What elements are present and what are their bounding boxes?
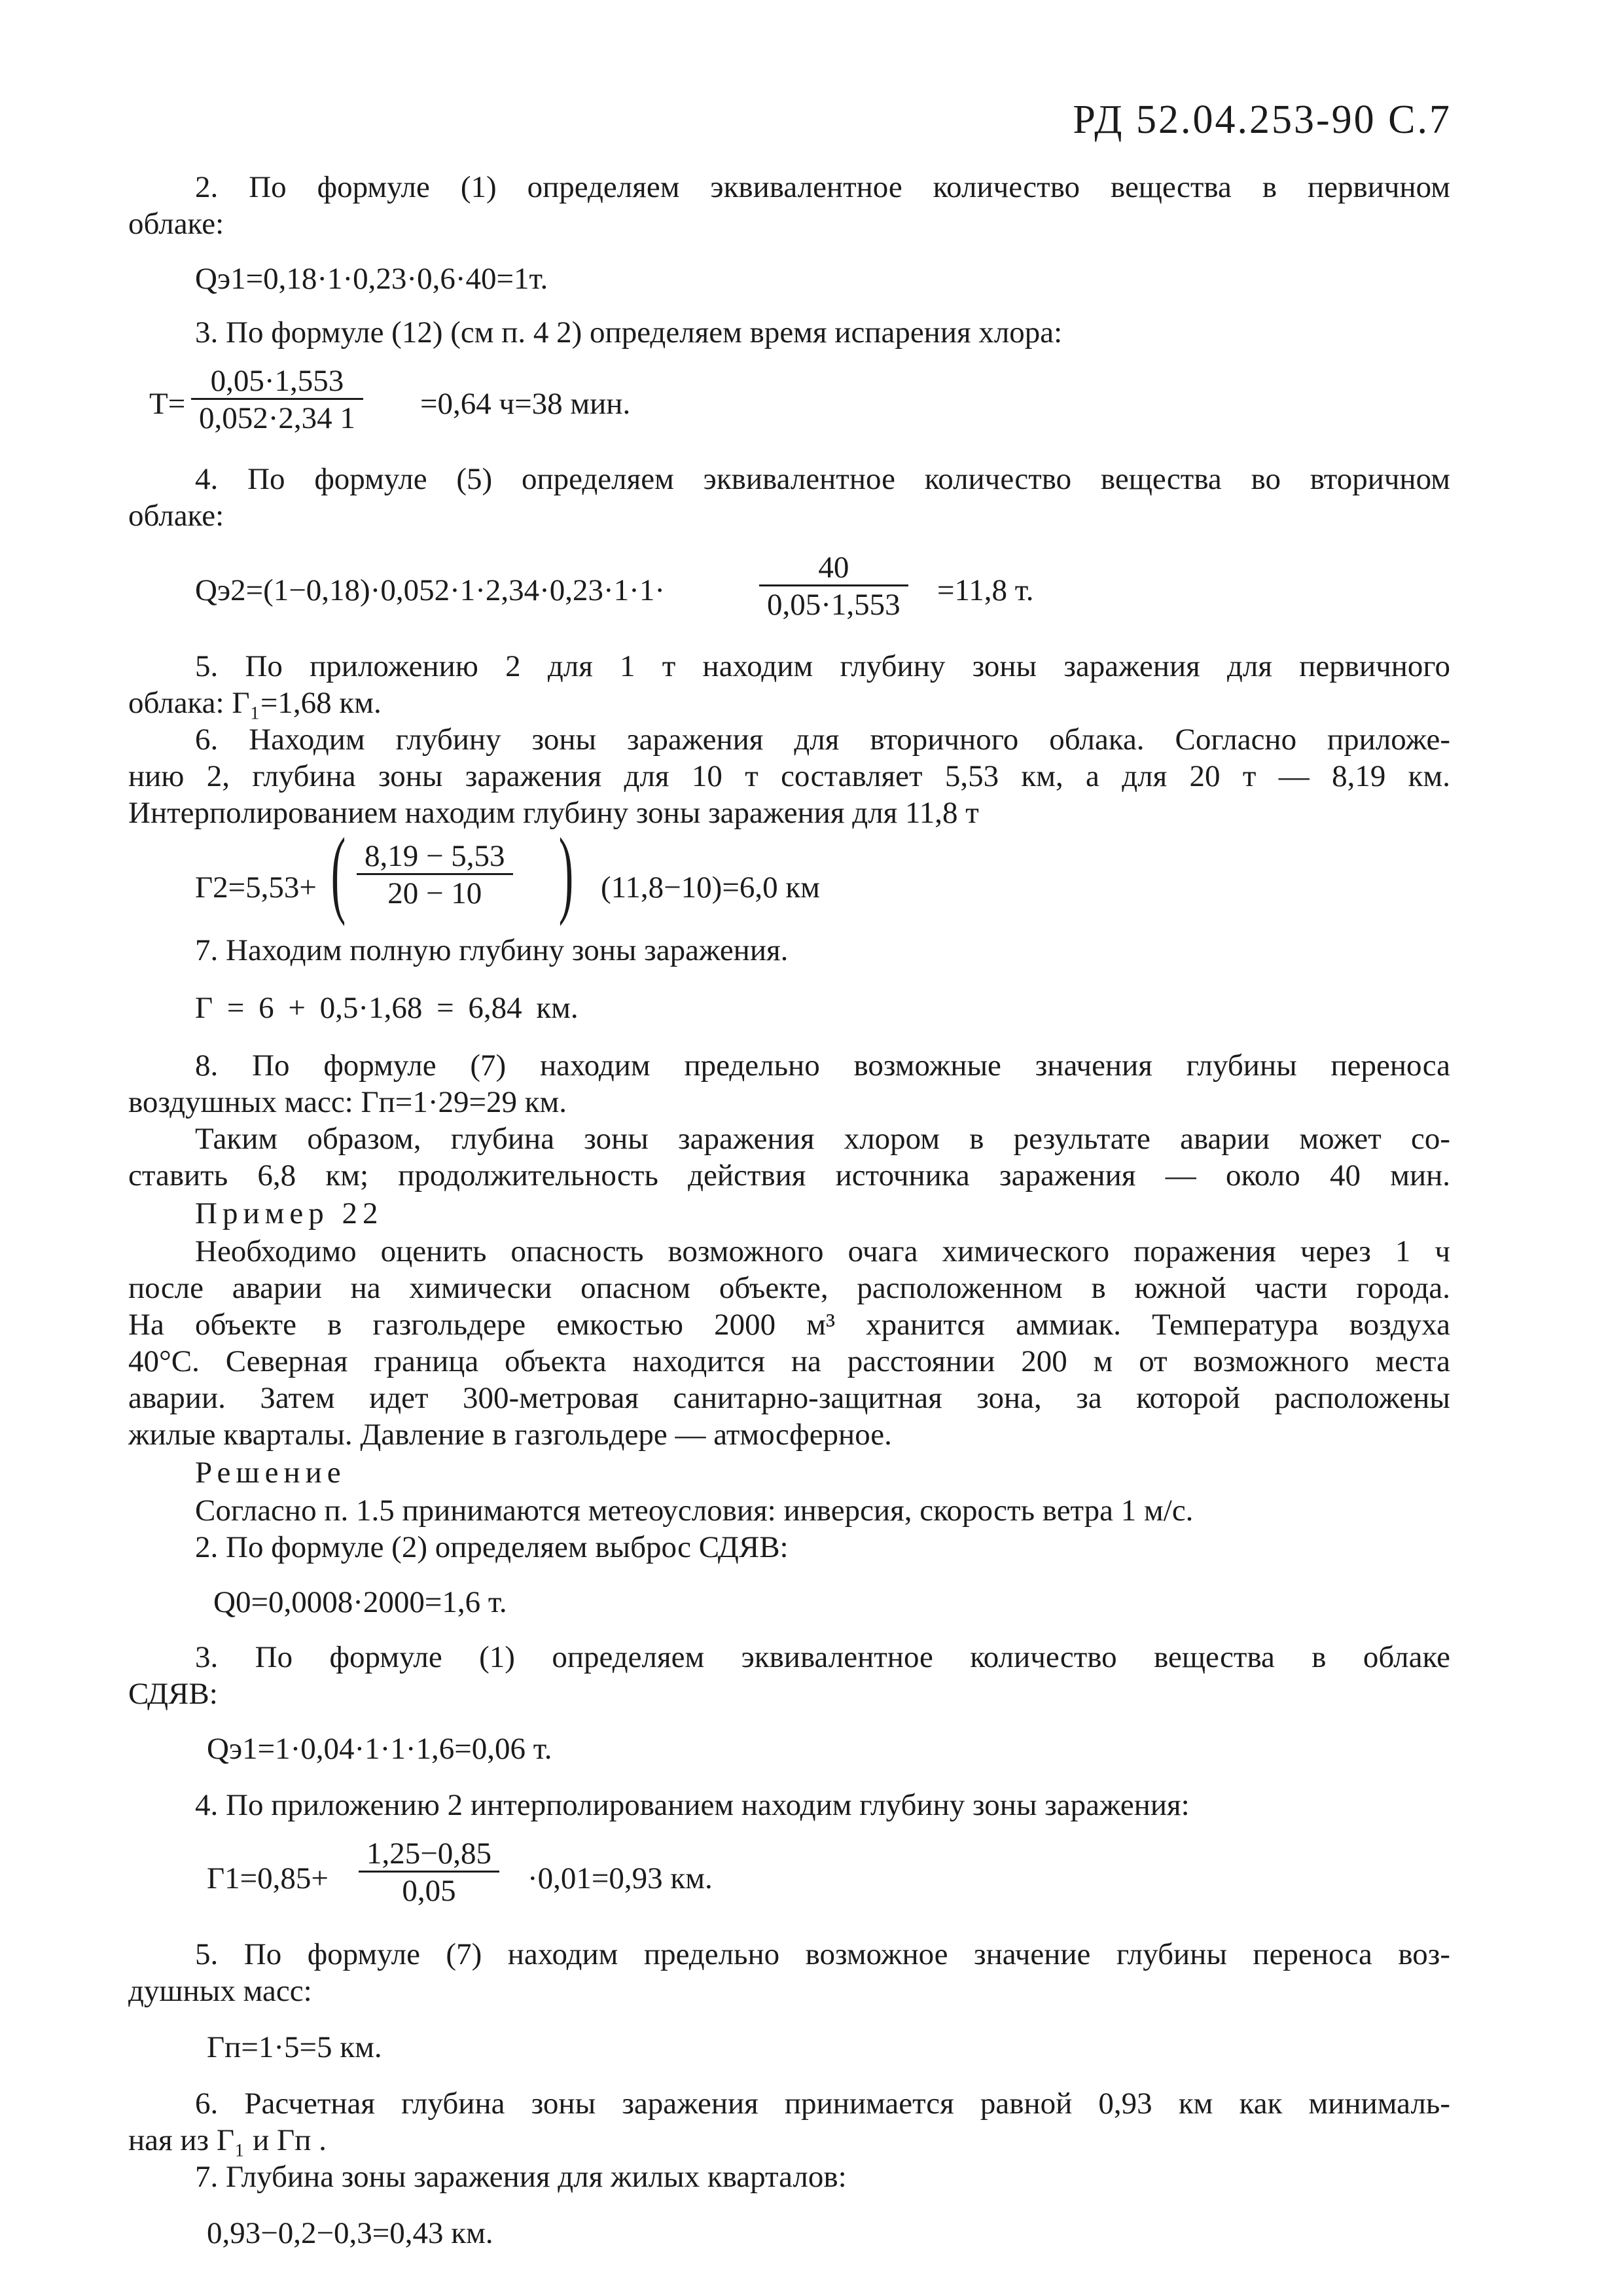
formula-qe2-fraction — [759, 550, 908, 623]
example-heading: Пример 22 — [195, 1196, 383, 1230]
paragraph-line: СДЯВ: — [128, 1677, 218, 1711]
formula-g1-rhs: ·0,01=0,93 км. — [527, 1861, 713, 1895]
paragraph-line: Таким образом, глубина зоны заражения хлором в результате аварии может со- — [195, 1122, 1450, 1156]
paragraph-line: после аварии на химически опасном объекте, расположенном в южной части города. — [128, 1271, 1450, 1305]
paragraph-line: облаке: — [128, 207, 224, 241]
formula-qe2-rhs: =11,8 т. — [937, 573, 1034, 607]
formula-t-lhs: Т= — [149, 387, 186, 421]
formula-g-total: Г = 6 + 0,5·1,68 = 6,84 км. — [195, 991, 579, 1025]
formula-g1-lhs: Г1=0,85+ — [207, 1861, 329, 1895]
paragraph-line: 8. По формуле (7) находим предельно возможные значения глубины переноса — [195, 1049, 1450, 1083]
formula-g2-denominator: 20 − 10 — [387, 876, 482, 910]
formula-right-paren: ) — [558, 818, 574, 927]
paragraph-line: облака: Г₁=1,68 км. — [128, 686, 382, 720]
formula-g2-numerator: 8,19 − 5,53 — [357, 839, 513, 875]
formula-final: 0,93−0,2−0,3=0,43 км. — [207, 2216, 493, 2250]
paragraph-line: 5. По формуле (7) находим предельно возможное значение глубины переноса воз- — [195, 1937, 1450, 1971]
formula-g1-numerator: 1,25−0,85 — [359, 1837, 499, 1873]
formula-qe1-b: Qэ1=1·0,04·1·1·1,6=0,06 т. — [207, 1732, 552, 1766]
paragraph-line: 4. По формуле (5) определяем эквивалентное количество вещества во вторичном — [195, 462, 1450, 496]
formula-t-rhs: =0,64 ч=38 мин. — [420, 387, 631, 421]
paragraph-line: ная из Г₁ и Гп . — [128, 2123, 327, 2157]
formula-g1-denominator: 0,05 — [402, 1874, 456, 1908]
paragraph-line: ставить 6,8 км; продолжительность действия источника заражения — около 40 мин. — [128, 1158, 1450, 1193]
paragraph-line: 2. По формуле (2) определяем выброс СДЯВ: — [195, 1530, 789, 1564]
paragraph-line: жилые кварталы. Давление в газгольдере — атмосферное. — [128, 1418, 892, 1452]
formula-qe2-denominator: 0,05·1,553 — [767, 588, 901, 622]
paragraph-line: 40°С. Северная граница объекта находится на расстоянии 200 м от возможного места — [128, 1344, 1450, 1378]
paragraph-line: 3. По формуле (12) (см п. 4 2) определяем время испарения хлора: — [195, 315, 1063, 350]
paragraph-line: 2. По формуле (1) определяем эквивалентное количество вещества в первичном — [195, 170, 1450, 204]
formula-t-fraction — [191, 364, 363, 437]
document-header: РД 52.04.253-90 С.7 — [1073, 98, 1452, 142]
paragraph-line: Интерполированием находим глубину зоны заражения для 11,8 т — [128, 796, 979, 830]
paragraph-line: 3. По формуле (1) определяем эквивалентное количество вещества в облаке — [195, 1640, 1450, 1674]
paragraph-line: 5. По приложению 2 для 1 т находим глубину зоны заражения для первичного — [195, 649, 1450, 683]
paragraph-line: облаке: — [128, 499, 224, 533]
paragraph-line: Необходимо оценить опасность возможного очага химического поражения через 1 ч — [195, 1234, 1450, 1268]
formula-gn: Гп=1·5=5 км. — [207, 2030, 382, 2064]
paragraph-line: Согласно п. 1.5 принимаются метеоусловия: инверсия, скорость ветра 1 м/с. — [195, 1494, 1194, 1528]
solution-heading: Решение — [195, 1456, 346, 1490]
formula-qe2-lhs: Qэ2=(1−0,18)·0,052·1·2,34·0,23·1·1· — [195, 573, 665, 607]
formula-g1-fraction — [359, 1837, 499, 1909]
formula-t-denominator: 0,052·2,34 1 — [199, 401, 355, 435]
formula-q0: Q0=0,0008·2000=1,6 т. — [213, 1585, 507, 1619]
paragraph-line: нию 2, глубина зоны заражения для 10 т составляет 5,53 км, а для 20 т — 8,19 км. — [128, 759, 1450, 793]
formula-qe1: Qэ1=0,18·1·0,23·0,6·40=1т. — [195, 262, 548, 296]
paragraph-line: 7. Находим полную глубину зоны заражения. — [195, 933, 789, 967]
formula-qe2-numerator: 40 — [759, 550, 908, 586]
paragraph-line: воздушных масс: Гп=1·29=29 км. — [128, 1085, 567, 1119]
formula-g2-rhs: (11,8−10)=6,0 км — [601, 870, 820, 905]
paragraph-line: 6. Находим глубину зоны заражения для вторичного облака. Согласно приложе- — [195, 723, 1450, 757]
formula-g2-fraction — [357, 839, 513, 912]
paragraph-line: На объекте в газгольдере емкостью 2000 м³ хранится аммиак. Температура воздуха — [128, 1308, 1450, 1342]
paragraph-line: 7. Глубина зоны заражения для жилых кварталов: — [195, 2160, 847, 2194]
paragraph-line: душных масс: — [128, 1974, 312, 2008]
paragraph-line: 4. По приложению 2 интерполированием находим глубину зоны заражения: — [195, 1788, 1190, 1822]
formula-g2-lhs: Г2=5,53+ — [195, 870, 317, 905]
formula-t-numerator: 0,05·1,553 — [191, 364, 363, 400]
formula-left-paren: ( — [330, 818, 346, 927]
paragraph-line: аварии. Затем идет 300-метровая санитарно-защитная зона, за которой расположены — [128, 1381, 1450, 1415]
paragraph-line: 6. Расчетная глубина зоны заражения принимается равной 0,93 км как минималь- — [195, 2087, 1450, 2121]
